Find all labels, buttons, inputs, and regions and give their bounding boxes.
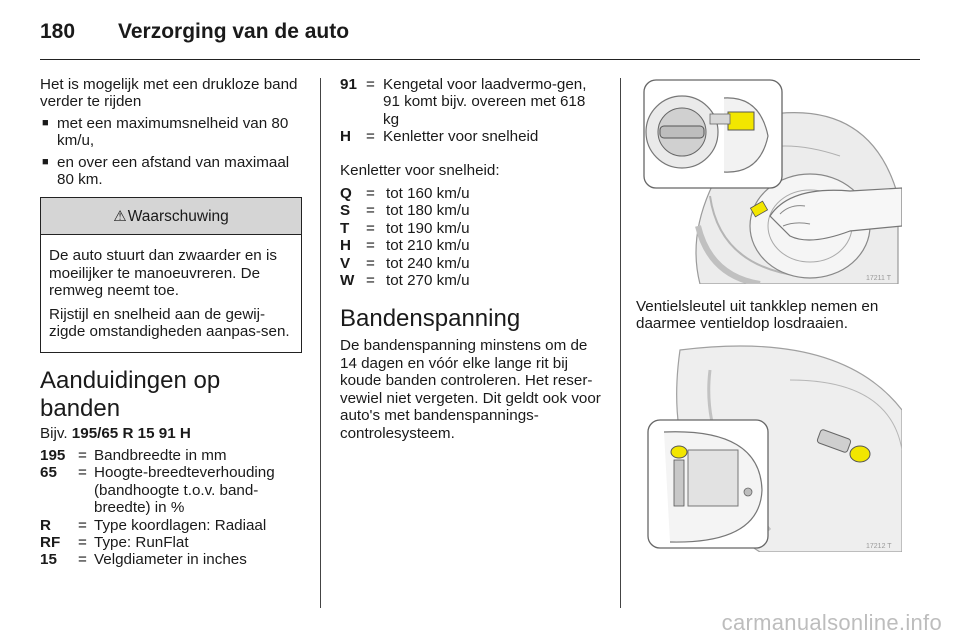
column-divider-2 <box>620 78 621 608</box>
speed-text: tot 240 km/u <box>386 254 470 272</box>
speed-key: V <box>340 254 351 272</box>
definition-equals: = <box>78 551 87 569</box>
figure-number: 17211 T <box>866 275 892 282</box>
speed-equals: = <box>366 219 375 237</box>
definition-equals: = <box>78 533 87 551</box>
warning-body <box>41 235 301 352</box>
definition-equals: = <box>78 464 87 482</box>
definition-text: Kenletter voor snelheid <box>383 128 539 146</box>
column-middle <box>340 76 605 442</box>
warning-box <box>40 197 302 353</box>
speed-equals: = <box>366 202 375 220</box>
definition-equals: = <box>78 516 87 534</box>
definition-text: Type: RunFlat <box>94 533 189 551</box>
definition-text: Type koordlagen: Radiaal <box>94 516 267 534</box>
figure-caption: Ventielsleutel uit tankklep nemen en daarmee ventieldop losdraaien. <box>636 298 879 333</box>
definition-equals: = <box>366 128 375 146</box>
definition-key: R <box>40 516 51 534</box>
figure-valve-key-fuel-flap <box>640 76 902 284</box>
warning-paragraph: De auto stuurt dan zwaarder en is moeilijker te manoeuvreren. De remweg neemt toe. <box>49 247 277 300</box>
speed-equals: = <box>366 237 375 255</box>
speed-equals: = <box>366 254 375 272</box>
speed-text: tot 190 km/u <box>386 219 470 237</box>
definition-text: Kengetal voor laadvermo-gen, 91 komt bijv. overeen met 618 kg <box>383 76 587 128</box>
speed-intro: Kenletter voor snelheid: <box>340 161 500 179</box>
speed-text: tot 270 km/u <box>386 272 470 290</box>
definition-text: Velgdiameter in inches <box>94 551 247 569</box>
speed-list <box>340 185 605 289</box>
speed-key: T <box>340 219 350 237</box>
warning-triangle-icon: ⚠ <box>113 207 127 225</box>
speed-key: S <box>340 202 351 220</box>
speed-equals: = <box>366 272 375 290</box>
page-number: 180 <box>40 20 76 43</box>
example-line <box>40 425 302 442</box>
speed-text: tot 160 km/u <box>386 185 470 203</box>
example-prefix: Bijv. <box>40 425 72 443</box>
bullet-item: ■ met een maximumsnelheid van 80 km/u, <box>40 115 302 150</box>
section-title-tire-pressure: Bandenspanning <box>340 305 521 333</box>
figure-valve-cap-removal <box>640 340 902 552</box>
speed-key: W <box>340 272 355 290</box>
definition-text: Hoogte-breedteverhouding (bandhoogte t.o.v. band-breedte) in % <box>94 464 275 517</box>
speed-text: tot 210 km/u <box>386 237 470 255</box>
page-header <box>40 16 920 56</box>
definition-equals: = <box>78 446 87 464</box>
section-title-tire-markings: Aanduidingen op banden <box>40 367 221 423</box>
speed-key: Q <box>340 185 352 203</box>
speed-equals: = <box>366 185 375 203</box>
definition-key: 195 <box>40 446 66 464</box>
tire-pressure-body: De bandenspanning minstens om de 14 dagen en vóór elke lange rit bij koude banden controleren. Het reser-vewiel niet vergeten. Dit geldt ook voor auto's met bandenspannings-controlesysteem. <box>340 337 601 442</box>
column-divider-1 <box>320 78 321 608</box>
definition-list <box>40 447 302 569</box>
warning-heading: Waarschuwing <box>127 207 229 225</box>
definition-key: 65 <box>40 464 57 482</box>
watermark: carmanualsonline.info <box>721 610 942 635</box>
column-left <box>40 76 302 569</box>
intro-text: Het is mogelijk met een drukloze band verder te rijden <box>40 76 298 111</box>
header-divider <box>40 59 920 60</box>
example-code: 195/65 R 15 91 H <box>71 425 191 443</box>
speed-key: H <box>340 237 351 255</box>
definition-key: H <box>340 128 351 146</box>
definition-text: Bandbreedte in mm <box>94 446 227 464</box>
definition-key: RF <box>40 533 61 551</box>
warning-header <box>41 198 301 235</box>
definition-key: 15 <box>40 551 57 569</box>
definition-equals: = <box>366 76 375 93</box>
figure-number: 17212 T <box>866 543 892 550</box>
definition-list <box>340 76 605 146</box>
speed-text: tot 180 km/u <box>386 202 470 220</box>
bullet-item: ■ en over een afstand van maximaal 80 km. <box>40 154 302 189</box>
page-title: Verzorging van de auto <box>118 20 350 43</box>
warning-paragraph: Rijstijl en snelheid aan de gewij-zigde omstandigheden aanpas-sen. <box>49 305 290 341</box>
definition-key: 91 <box>340 76 357 93</box>
